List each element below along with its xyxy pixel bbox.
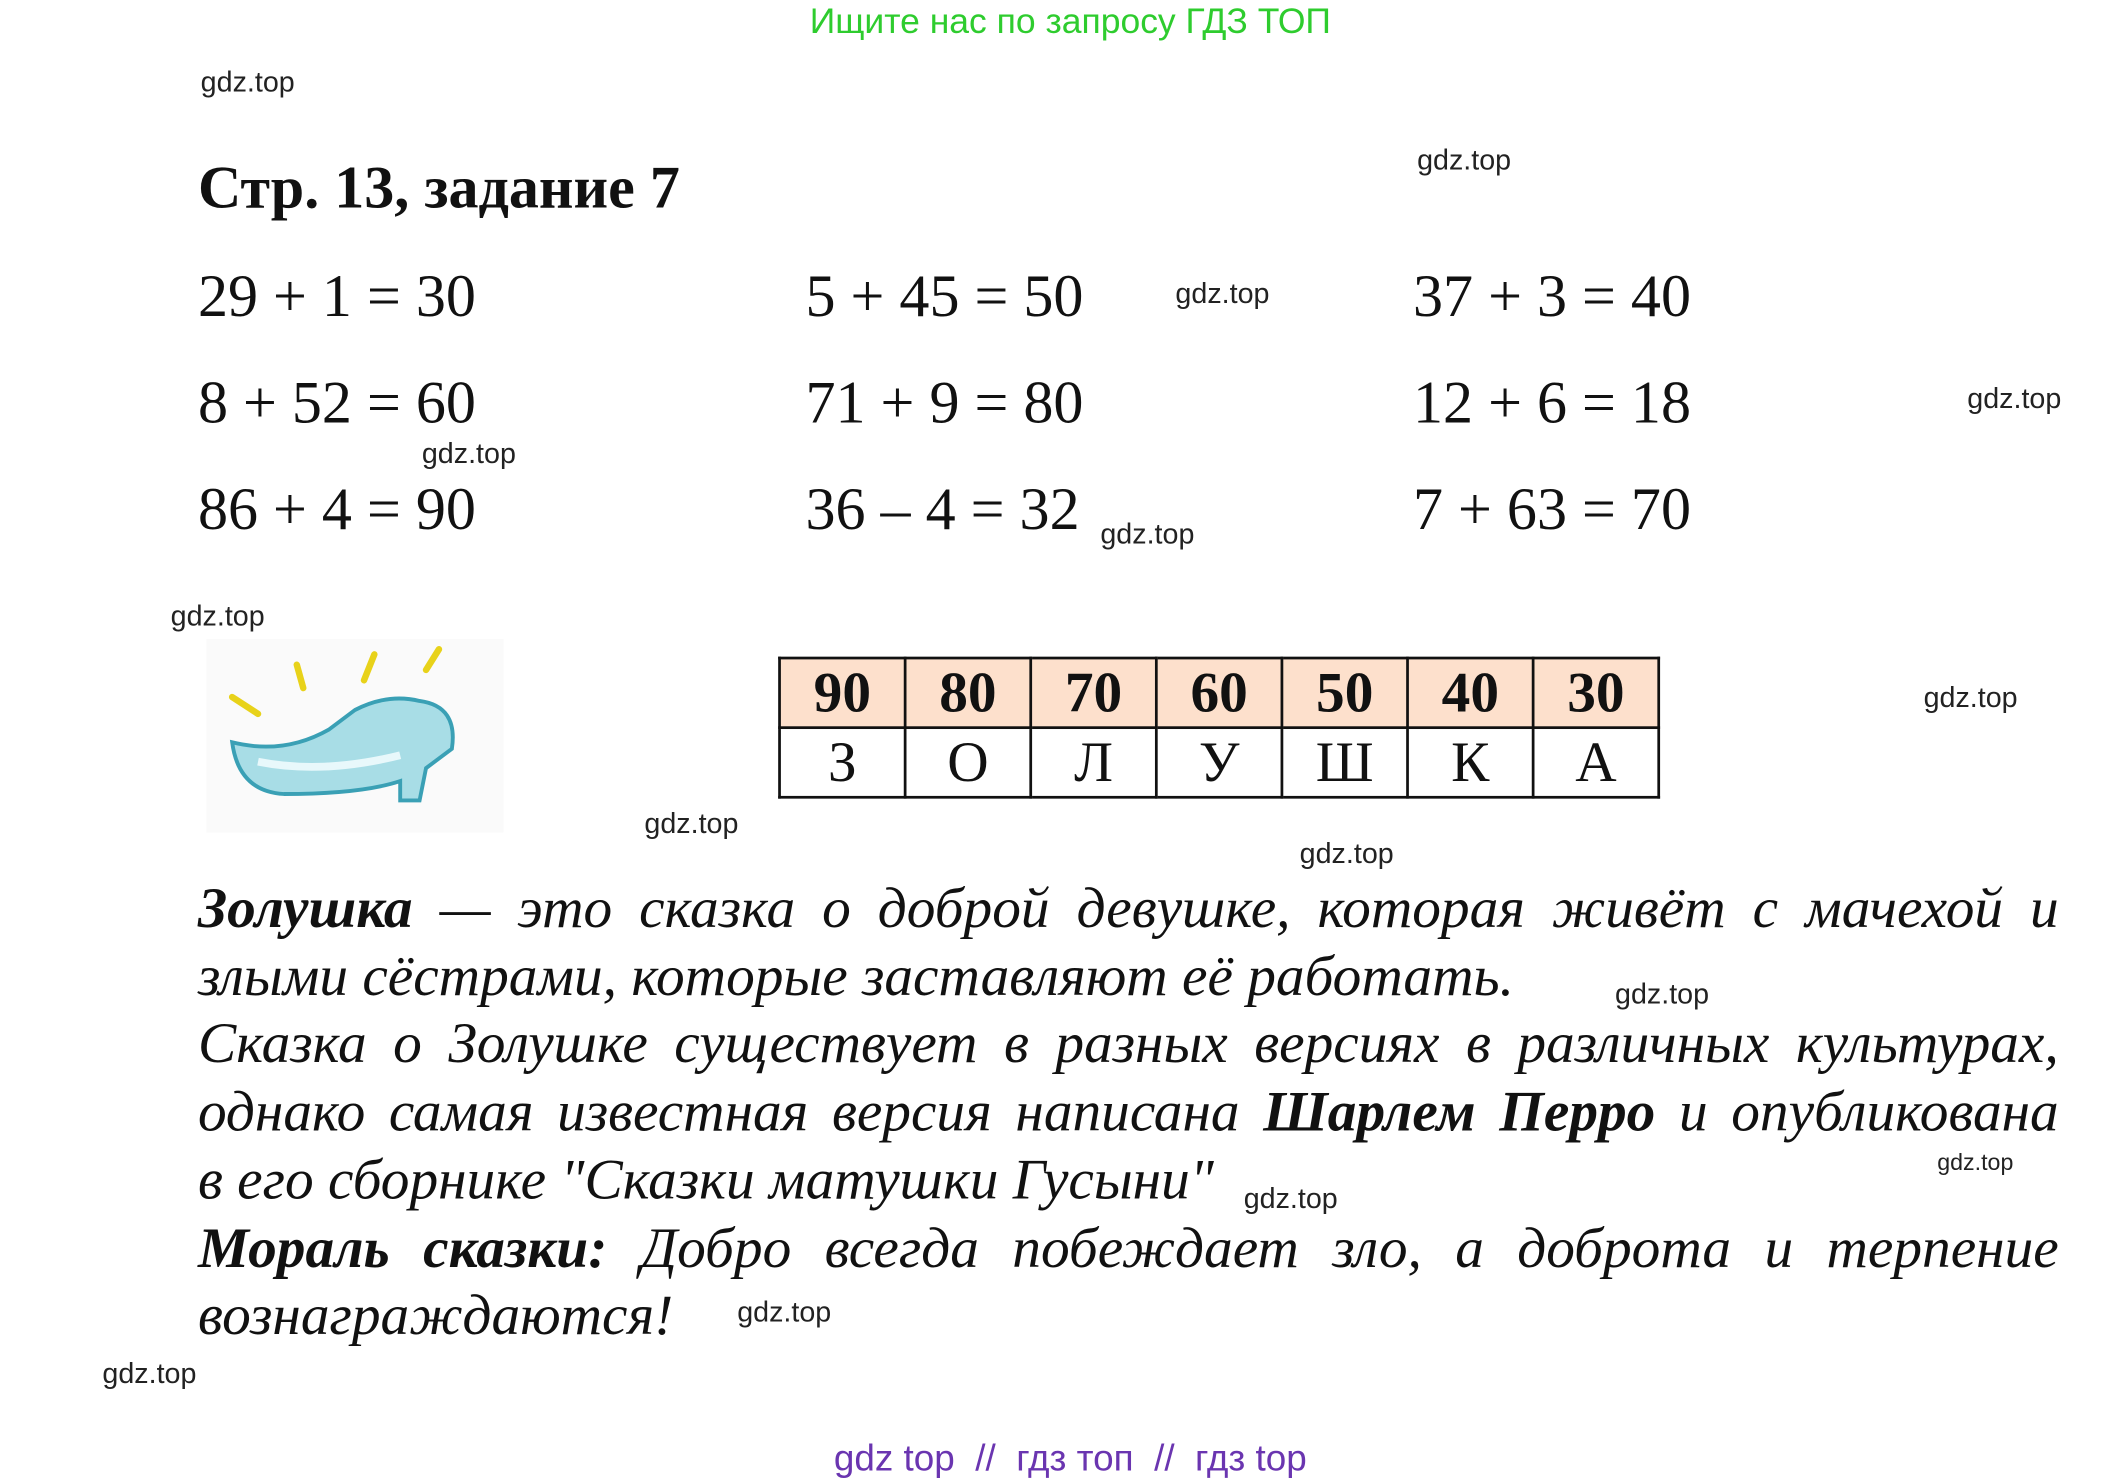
glass-slipper-illustration <box>205 639 505 833</box>
text-line <box>198 1080 2059 1148</box>
text: Добро всегда побеждает зло, а доброта и терпение <box>607 1217 2059 1280</box>
text-line: вознаграждаются! <box>197 1284 674 1348</box>
text: и опубликована <box>1655 1081 2059 1145</box>
cipher-number: 40 <box>1408 658 1534 728</box>
watermark: gdz.top <box>1937 1149 2014 1176</box>
watermark: gdz.top <box>1615 978 1710 1011</box>
cipher-numbers-row <box>780 658 1659 728</box>
cipher-number: 80 <box>905 658 1031 728</box>
cipher-table <box>778 657 1660 799</box>
text-line: Сказка о Золушке существует в разных версиях в различных культурах, <box>197 1013 2059 1077</box>
equation: 37 + 3 = 40 <box>1412 262 1691 330</box>
equation: 12 + 6 = 18 <box>1412 369 1691 437</box>
text-line: в его сборнике "Сказки матушки Гусыни" <box>197 1149 1214 1213</box>
watermark: gdz.top <box>1967 383 2062 416</box>
watermark: gdz.top <box>1299 838 1394 870</box>
cipher-letter: О <box>905 728 1031 798</box>
text-line <box>198 1216 2059 1284</box>
equation: 8 + 52 = 60 <box>197 369 476 437</box>
watermark: gdz.top <box>1923 682 2018 714</box>
equation: 86 + 4 = 90 <box>197 475 476 543</box>
cipher-number: 70 <box>1031 658 1157 728</box>
watermark: gdz.top <box>170 600 265 633</box>
text-line: злыми сёстрами, которые заставляют её работать. <box>197 945 1514 1009</box>
cipher-number: 60 <box>1156 658 1282 728</box>
watermark: gdz.top <box>200 66 295 99</box>
watermark: gdz.top <box>102 1358 197 1390</box>
watermark: gdz.top <box>1175 278 1270 310</box>
cipher-number: 30 <box>1533 658 1659 728</box>
cipher-letters-row <box>780 728 1659 798</box>
author-name: Шарлем Перро <box>1263 1081 1656 1145</box>
cipher-letter: А <box>1533 728 1659 798</box>
watermark: gdz.top <box>737 1296 832 1329</box>
cipher-letter: Ш <box>1282 728 1408 798</box>
cipher-number: 90 <box>780 658 906 728</box>
equation: 5 + 45 = 50 <box>805 262 1084 330</box>
cipher-number: 50 <box>1282 658 1408 728</box>
watermark: gdz.top <box>421 438 516 470</box>
watermark: gdz.top <box>1243 1183 1338 1216</box>
cipher-letter: К <box>1408 728 1534 798</box>
watermark: gdz.top <box>1417 144 1512 177</box>
text-line <box>198 876 2059 944</box>
page-title: Стр. 13, задание 7 <box>197 154 680 222</box>
equation: 71 + 9 = 80 <box>805 369 1084 437</box>
cipher-letter: Л <box>1031 728 1157 798</box>
bold-term: Золушка <box>197 877 413 941</box>
cipher-letter: У <box>1156 728 1282 798</box>
watermark: gdz.top <box>644 808 739 840</box>
text: однако самая известная версия написана <box>197 1081 1264 1145</box>
watermark: gdz.top <box>1100 518 1195 551</box>
cipher-letter: З <box>780 728 906 798</box>
equation: 29 + 1 = 30 <box>197 262 476 330</box>
text: — это сказка о доброй девушке, которая живёт с мачехой и <box>412 877 2059 941</box>
footer-links[interactable]: gdz top // гдз топ // гдз top <box>833 1437 1307 1479</box>
search-hint-banner[interactable]: Ищите нас по запросу ГДЗ ТОП <box>809 0 1331 41</box>
equation: 36 – 4 = 32 <box>805 475 1080 543</box>
moral-label: Мораль сказки: <box>197 1217 608 1280</box>
story-paragraph <box>198 876 2059 1351</box>
equation: 7 + 63 = 70 <box>1412 475 1691 543</box>
